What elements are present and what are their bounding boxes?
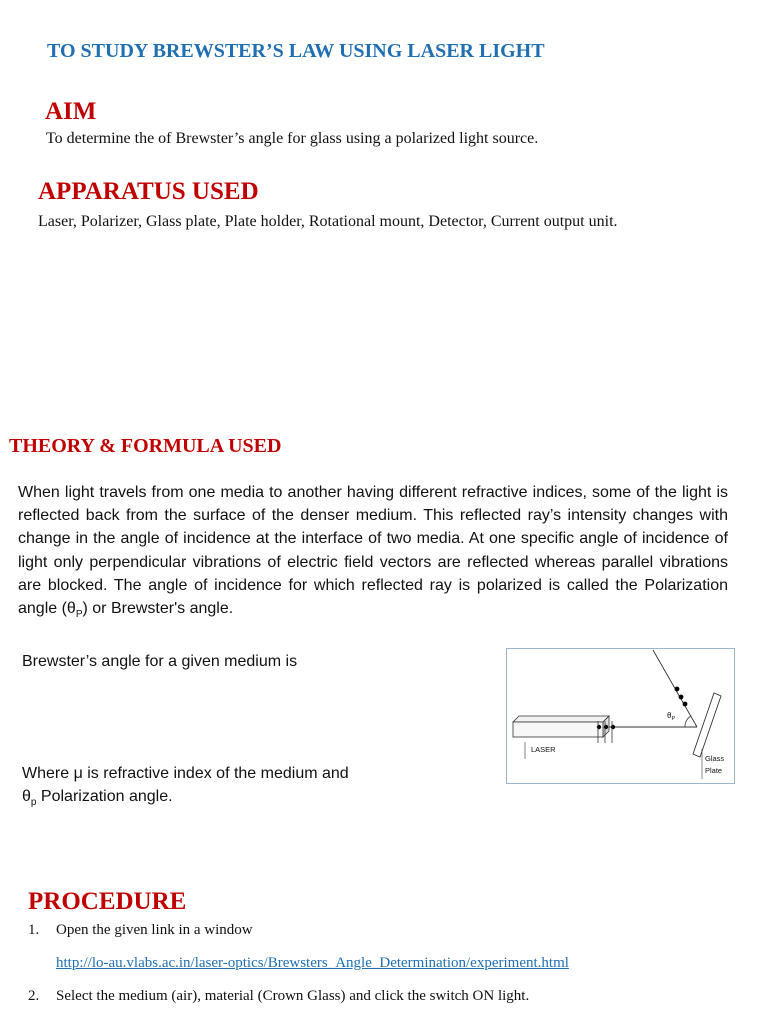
glass-label-line-1: Glass [705, 754, 725, 763]
step-2-text: Select the medium (air), material (Crown Glass) and click the switch ON light. [56, 988, 530, 1004]
aim-text: To determine the of Brewster’s angle for glass using a polarized light source. [46, 130, 539, 147]
where-line-2-text: Polarization angle. [36, 788, 173, 805]
brewster-setup-figure [506, 648, 735, 784]
procedure-step-1-link-row [56, 955, 569, 972]
step-1-text: Open the given link in a window [56, 922, 253, 938]
where-definition [22, 762, 349, 814]
glass-label-line-2: Plate [705, 766, 723, 775]
theory-paragraph [18, 481, 728, 626]
laser-device [513, 716, 609, 737]
where-line-1: Where μ is refractive index of the medium and [22, 765, 349, 782]
procedure-heading: PROCEDURE [28, 888, 187, 915]
theory-paragraph-end: ) or Brewster's angle. [82, 600, 234, 618]
theory-paragraph-start: When light travels from one media to another having different refractive indices, some of the light is reflected back from the surface of the denser medium. This reflected ray’s intensity changes with change in the angle of incidence at the interface of two media. At one specific angle of incidence of light only perpendicular vibrations of electric field vectors are reflected whereas parallel vibrations are blocked. The angle of incidence for which reflected ray is polarized is called the Polarization angle (θ [18, 484, 728, 618]
brewster-formula-intro: Brewster’s angle for a given medium is [22, 653, 298, 670]
theory-heading: THEORY & FORMULA USED [9, 435, 282, 457]
reflected-polarization-dots [675, 687, 688, 707]
theta-p-subscript: P [75, 609, 83, 621]
where-theta: θ [22, 788, 31, 805]
where-theta-subscript: p [30, 797, 37, 809]
theta-label: $\theta_P$ [667, 711, 676, 722]
step-2-number: 2. [28, 988, 40, 1004]
laser-label: LASER [531, 745, 556, 754]
apparatus-text: Laser, Polarizer, Glass plate, Plate holder, Rotational mount, Detector, Current output unit. [38, 213, 618, 230]
step-1-number: 1. [28, 922, 40, 938]
procedure-step-2 [28, 988, 529, 1005]
apparatus-heading: APPARATUS USED [38, 178, 259, 205]
where-line-2 [22, 785, 349, 814]
theta-angle-arc [685, 716, 691, 727]
experiment-link[interactable]: http://lo-au.vlabs.ac.in/laser-optics/Brewsters_Angle_Determination/experiment.html [56, 955, 569, 971]
aim-heading: AIM [45, 98, 97, 125]
page-title: TO STUDY BREWSTER’S LAW USING LASER LIGHT [47, 40, 545, 62]
procedure-step-1 [28, 922, 253, 939]
glass-plate [693, 693, 721, 757]
